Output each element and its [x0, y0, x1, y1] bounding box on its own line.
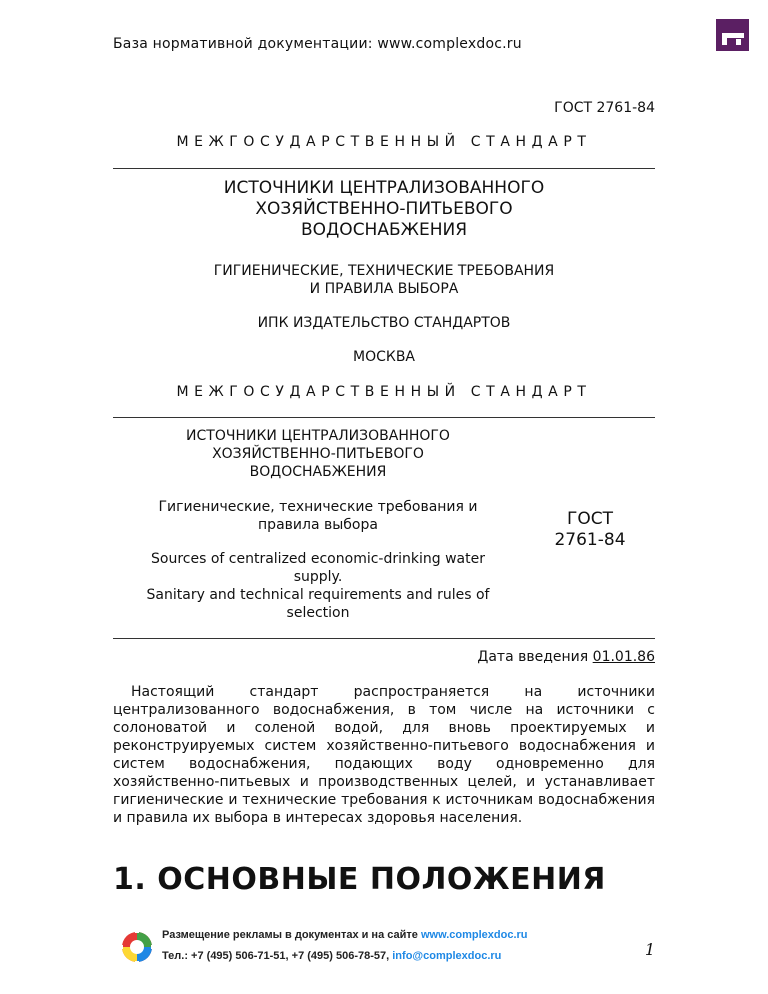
title-line: ВОДОСНАБЖЕНИЯ [300, 220, 467, 240]
page-number: 1 [644, 940, 655, 959]
footer-ad-line [162, 929, 528, 941]
complexdoc-logo-icon[interactable] [716, 19, 749, 51]
publisher: ИПК ИЗДАТЕЛЬСТВО СТАНДАРТОВ [257, 315, 511, 331]
intro-date-label: Дата введения [477, 649, 589, 665]
cover-subtitle [113, 262, 655, 298]
english-title-block [113, 550, 523, 622]
subtitle-line: И ПРАВИЛА ВЫБОРА [309, 281, 459, 297]
title-block-2 [113, 427, 523, 481]
footer-email-link[interactable]: info@complexdoc.ru [392, 950, 502, 962]
intro-date-value: 01.01.86 [592, 649, 655, 665]
title-line: ХОЗЯЙСТВЕННО-ПИТЬЕВОГО [255, 199, 513, 219]
gost-designation-box [530, 509, 650, 551]
footer-contact-line [162, 950, 501, 962]
footer-ad-text: Размещение рекламы в документах и на сайте [162, 929, 418, 941]
title-line: ИСТОЧНИКИ ЦЕНТРАЛИЗОВАННОГО [186, 428, 450, 444]
gost-box-line: 2761-84 [554, 530, 626, 550]
scope-paragraph: Настоящий стандарт распространяется на источники централизованного водоснабжения, в том числе на источники с солоноватой и соленой водой, для вновь проектируемых и реконструируемых систем хозяйственно-питьевого водоснабжения и систем водоснабжения, подающих воду одновременно для хозяйственно-питьевых и производственных целей, и устанавливает гигиенические и технические требования к источникам водоснабжения и правила их выбора в интересах здоровья населения. [113, 684, 655, 826]
subtitle-line: ГИГИЕНИЧЕСКИЕ, ТЕХНИЧЕСКИЕ ТРЕБОВАНИЯ [213, 263, 555, 279]
site-header-label: База нормативной документации: www.complexdoc.ru [113, 36, 522, 52]
footer-site-link[interactable]: www.complexdoc.ru [420, 929, 528, 941]
gear-logo-icon [118, 928, 156, 966]
gost-code-top: ГОСТ 2761-84 [554, 100, 655, 116]
english-line: supply. [293, 569, 343, 585]
english-line: Sanitary and technical requirements and rules of [146, 587, 490, 603]
divider [113, 638, 655, 639]
cover-title [113, 178, 655, 241]
city: МОСКВА [353, 349, 415, 365]
divider [113, 417, 655, 418]
gost-box-line: ГОСТ [566, 509, 613, 529]
section-heading: 1. ОСНОВНЫЕ ПОЛОЖЕНИЯ [113, 862, 606, 897]
title-line: ВОДОСНАБЖЕНИЯ [249, 464, 387, 480]
footer-phone: Тел.: +7 (495) 506-71-51, +7 (495) 506-78-57, [162, 950, 390, 962]
subtitle-block-2 [113, 498, 523, 534]
introduction-date [477, 649, 655, 665]
title-line: ХОЗЯЙСТВЕННО-ПИТЬЕВОГО [212, 446, 424, 462]
english-line: Sources of centralized economic-drinking water [151, 551, 485, 567]
subtitle-line: Гигиенические, технические требования и [158, 499, 478, 515]
divider [113, 168, 655, 169]
subtitle-line: правила выбора [258, 517, 378, 533]
title-line: ИСТОЧНИКИ ЦЕНТРАЛИЗОВАННОГО [223, 178, 545, 198]
interstate-standard-heading-2: МЕЖГОСУДАРСТВЕННЫЙ СТАНДАРТ [176, 384, 592, 400]
english-line: selection [286, 605, 350, 621]
interstate-standard-heading: МЕЖГОСУДАРСТВЕННЫЙ СТАНДАРТ [176, 134, 592, 150]
